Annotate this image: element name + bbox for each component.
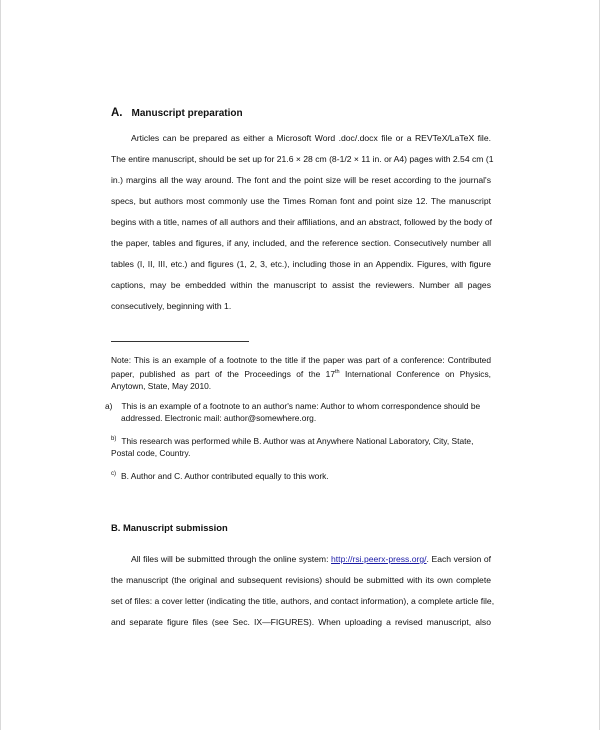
submission-text: All files will be submitted through the online system: bbox=[131, 554, 332, 564]
footnote-a-line2: addressed. Electronic mail: author@somewhere.org. bbox=[121, 413, 317, 423]
paragraph-line: tables (I, II, III, etc.) and figures (1, 2, 3, etc.), including those in an Appendix. Figures, with figure bbox=[111, 259, 491, 269]
footnote-line bbox=[111, 366, 491, 380]
footnote-text: paper, published as part of the Proceedings of the 17 bbox=[111, 368, 335, 379]
footnote-line: Anytown, State, May 2010. bbox=[111, 380, 212, 391]
submission-text: . Each version of bbox=[426, 554, 491, 564]
footnote-mark-c: c) bbox=[111, 471, 116, 477]
footnote-b-text: This research was performed while B. Author was at Anywhere National Laboratory, City, State, Postal code, Country. bbox=[111, 435, 474, 458]
paragraph-line: in.) margins all the way around. The font and the point size will be reset according to the journal's bbox=[111, 175, 491, 185]
footnote-mark-b: b) bbox=[111, 436, 117, 442]
footnote-mark-a: a) bbox=[105, 401, 113, 411]
section-b-paragraph bbox=[111, 549, 495, 633]
paragraph-line bbox=[111, 549, 491, 570]
paragraph-line: begins with a title, names of all authors and their affiliations, and an abstract, followed by the body of bbox=[111, 217, 493, 227]
footnote-separator bbox=[111, 341, 249, 342]
paragraph-line: the manuscript (the original and subsequent revisions) should be submitted with its own complete bbox=[111, 575, 491, 585]
paragraph-line: consecutively, beginning with 1. bbox=[111, 301, 232, 311]
paragraph-line: The entire manuscript, should be set up for 21.6 × 28 cm (8-1/2 × 11 in. or A4) pages with 2.54 cm (1 bbox=[111, 154, 494, 164]
paragraph-line: set of files: a cover letter (indicating the title, authors, and contact information), a complete article file, bbox=[111, 596, 495, 606]
superscript-th: th bbox=[334, 369, 340, 375]
footnote-text: International Conference on Physics, bbox=[339, 368, 491, 379]
title-footnote bbox=[111, 354, 491, 392]
section-a-heading bbox=[111, 106, 243, 121]
section-a-title: Manuscript preparation bbox=[131, 108, 243, 119]
paragraph-line: specs, but authors most commonly use the Times Roman font and point size 12. The manuscript bbox=[111, 196, 491, 206]
author-footnote-c bbox=[111, 468, 491, 482]
footnote-c-text: B. Author and C. Author contributed equally to this work. bbox=[121, 470, 329, 481]
footnote-a-line1: This is an example of a footnote to an author's name: Author to whom correspondence should be bbox=[121, 401, 481, 411]
paragraph-line: and separate figure files (see Sec. IX—FIGURES). When uploading a revised manuscript, also bbox=[111, 617, 491, 627]
paragraph-line: Articles can be prepared as either a Microsoft Word .doc/.docx file or a REVTeX/LaTeX file. bbox=[131, 133, 491, 143]
section-a-paragraph bbox=[111, 128, 494, 317]
author-footnote-a bbox=[105, 400, 491, 424]
submission-link[interactable]: http://rsi.peerx-press.org/ bbox=[331, 554, 427, 564]
footnote-line: Note: This is an example of a footnote to the title if the paper was part of a conference: Contributed bbox=[111, 355, 491, 365]
paragraph-line: the paper, tables and figures, if any, included, and the reference section. Consecutively number all bbox=[111, 238, 491, 248]
section-a-letter: A. bbox=[111, 107, 123, 119]
section-b-heading: B. Manuscript submission bbox=[111, 522, 228, 533]
author-footnote-b bbox=[111, 433, 491, 459]
paragraph-line: captions, may be embedded within the manuscript to assist the reviewers. Number all pages bbox=[111, 280, 491, 290]
